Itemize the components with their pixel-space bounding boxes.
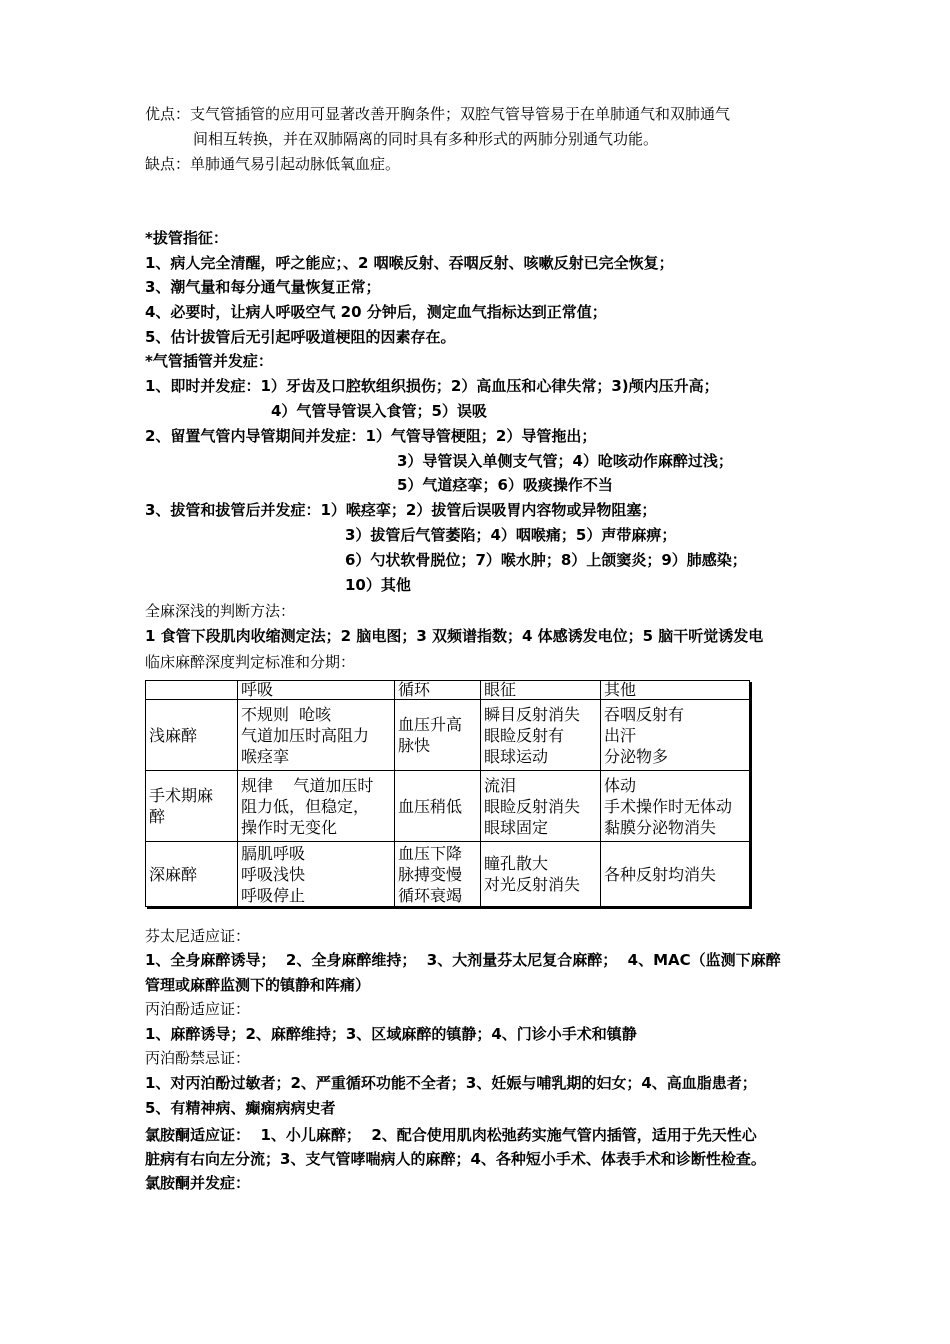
cell-line: 深麻醉	[149, 864, 198, 884]
circulation-cell	[395, 771, 481, 842]
extubation-item: 3、潮气量和每分通气量恢复正常；	[145, 278, 381, 296]
circulation-cell	[395, 842, 481, 907]
cell-line: 规律 气道加压时	[241, 775, 374, 795]
cell-line: 气道加压时高阻力	[241, 725, 370, 745]
complication-line: 3）导管误入单侧支气管；4）呛咳动作麻醉过浅；	[397, 452, 733, 470]
table-row	[146, 700, 750, 771]
cell-line: 流泪	[484, 775, 517, 795]
cell-line: 出汗	[604, 725, 637, 745]
complications-heading: *气管插管并发症：	[145, 352, 273, 370]
header-cell: 循环	[395, 681, 481, 700]
cell-line: 膈肌呼吸	[241, 843, 306, 863]
depth-heading: 全麻深浅的判断方法：	[145, 602, 296, 620]
complication-line: 6）勺状软骨脱位；7）喉水肿；8）上颌窦炎；9）肺感染；	[345, 551, 747, 569]
header-cell: 呼吸	[238, 681, 395, 700]
complication-line: 3、拔管和拔管后并发症：1）喉痉挛；2）拔管后误吸胃内容物或异物阻塞；	[145, 501, 657, 519]
cell-line: 对光反射消失	[484, 875, 581, 894]
cell-line: 脉搏变慢	[398, 864, 463, 884]
cell-line: 血压升高	[398, 715, 463, 734]
cell-line: 阻力低，但稳定，	[241, 796, 370, 816]
cell-line: 血压下降	[398, 843, 463, 863]
cell-line: 瞳孔散大	[484, 854, 549, 873]
extubation-item: 4、必要时，让病人呼吸空气 20 分钟后，测定血气指标达到正常值；	[145, 303, 607, 321]
table-row	[146, 771, 750, 842]
breathing-cell	[238, 842, 395, 907]
cell-line: 吞咽反射有	[604, 704, 685, 724]
propofol-contraindications-line-2: 5、有精神病、癫痫病病史者	[145, 1099, 336, 1117]
fentanyl-heading: 芬太尼适应证：	[145, 927, 251, 945]
other-cell	[601, 842, 750, 907]
cell-line: 黏膜分泌物消失	[604, 817, 717, 837]
advantages-line-1: 优点：支气管插管的应用可显著改善开胸条件；双腔气管导管易于在单肺通气和双肺通气	[145, 105, 731, 123]
depth-methods: 1 食管下段肌肉收缩测定法；2 脑电图；3 双频谱指数；4 体感诱发电位；5 脑干听觉诱发电	[145, 627, 764, 645]
header-cell	[146, 681, 238, 700]
eye-sign-cell	[481, 842, 601, 907]
extubation-heading: *拔管指征：	[145, 229, 228, 247]
stage-cell	[146, 700, 238, 771]
cell-line: 眼睑反射消失	[484, 796, 581, 816]
header-cell: 眼征	[481, 681, 601, 700]
cell-line: 体动	[604, 775, 637, 795]
cell-line: 浅麻醉	[149, 725, 198, 745]
cell-line: 呼吸停止	[241, 885, 306, 905]
cell-line: 醉	[149, 807, 166, 826]
other-cell	[601, 700, 750, 771]
other-cell	[601, 771, 750, 842]
cell-line: 呼吸浅快	[241, 864, 306, 884]
cell-line: 瞬目反射消失	[484, 704, 581, 724]
cell-line: 血压稍低	[398, 796, 463, 816]
disadvantages-line: 缺点：单肺通气易引起动脉低氧血症。	[145, 155, 401, 173]
fentanyl-indications-line-2: 管理或麻醉监测下的镇静和阵痛）	[145, 976, 371, 994]
cell-line: 各种反射均消失	[604, 864, 717, 884]
stage-cell	[146, 842, 238, 907]
circulation-cell	[395, 700, 481, 771]
ketamine-indications-line-2: 脏病有右向左分流；3、支气管哮喘病人的麻醉；4、各种短小手术、体表手术和诊断性检查。	[145, 1150, 766, 1168]
stage-cell	[146, 771, 238, 842]
extubation-item: 5、估计拔管后无引起呼吸道梗阻的因素存在。	[145, 328, 456, 346]
table-row	[146, 842, 750, 907]
table-header-row	[146, 681, 750, 700]
ketamine-indications-line-1: 氯胺酮适应证： 1、小儿麻醉； 2、配合使用肌肉松弛药实施气管内插管，适用于先天性心	[145, 1126, 757, 1144]
cell-line: 手术期麻	[149, 786, 214, 805]
complication-line: 5）气道痉挛；6）吸痰操作不当	[397, 476, 613, 494]
advantages-line-2: 间相互转换，并在双肺隔离的同时具有多种形式的两肺分别通气功能。	[193, 130, 659, 148]
header-cell: 其他	[601, 681, 750, 700]
table-title: 临床麻醉深度判定标准和分期：	[145, 653, 356, 671]
propofol-indications: 1、麻醉诱导；2、麻醉维持；3、区域麻醉的镇静；4、门诊小手术和镇静	[145, 1025, 637, 1043]
fentanyl-indications-line-1: 1、全身麻醉诱导； 2、全身麻醉维持； 3、大剂量芬太尼复合麻醉； 4、MAC（监测下麻醉	[145, 951, 781, 969]
propofol-contraindications-heading: 丙泊酚禁忌证：	[145, 1049, 251, 1067]
cell-line: 分泌物多	[604, 746, 669, 766]
cell-line: 操作时无变化	[241, 817, 338, 837]
extubation-item: 1、病人完全清醒，呼之能应；、2 咽喉反射、吞咽反射、咳嗽反射已完全恢复；	[145, 254, 674, 272]
ketamine-complications-heading: 氯胺酮并发症：	[145, 1174, 251, 1192]
eye-sign-cell	[481, 700, 601, 771]
eye-sign-cell	[481, 771, 601, 842]
propofol-indications-heading: 丙泊酚适应证：	[145, 1000, 251, 1018]
complication-line: 10）其他	[345, 576, 411, 594]
breathing-cell	[238, 771, 395, 842]
cell-line: 脉快	[398, 736, 431, 755]
cell-line: 眼睑反射有	[484, 725, 565, 745]
complication-line: 3）拔管后气管萎陷；4）咽喉痛；5）声带麻痹；	[345, 526, 677, 544]
complication-line: 4）气管导管误入食管；5）误吸	[271, 402, 487, 420]
complication-line: 1、即时并发症：1）牙齿及口腔软组织损伤；2）高血压和心律失常；3)颅内压升高；	[145, 377, 719, 395]
complication-line: 2、留置气管内导管期间并发症：1）气管导管梗阻；2）导管拖出；	[145, 427, 597, 445]
cell-line: 循环衰竭	[398, 885, 463, 905]
anesthesia-stage-table	[145, 680, 750, 907]
propofol-contraindications-line-1: 1、对丙泊酚过敏者；2、严重循环功能不全者；3、妊娠与哺乳期的妇女；4、高血脂患者；	[145, 1074, 757, 1092]
cell-line: 眼球运动	[484, 746, 549, 766]
cell-line: 不规则 呛咳	[241, 704, 332, 724]
cell-line: 手术操作时无体动	[604, 796, 733, 816]
cell-line: 喉痉挛	[241, 746, 290, 766]
breathing-cell	[238, 700, 395, 771]
cell-line: 眼球固定	[484, 817, 549, 837]
